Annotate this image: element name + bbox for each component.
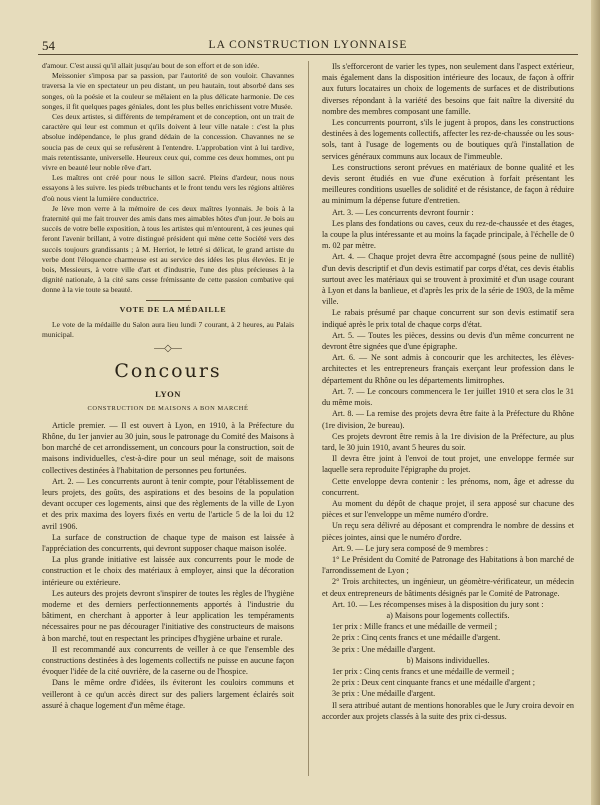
concours-place: LYON	[155, 389, 181, 400]
paragraph: d'amour. C'est aussi qu'il allait jusqu'au bout de son effort et de son idée.	[42, 61, 260, 70]
running-title: LA CONSTRUCTION LYONNAISE	[208, 39, 408, 51]
concours-heading: Concours	[114, 360, 222, 383]
prize-line: 3e prix : Une médaille d'argent.	[332, 644, 436, 654]
paragraph: Le rabais présumé par chaque concurrent sur son devis estimatif sera indiqué après le prix total de chaque corps d'état.	[322, 308, 574, 329]
paragraph: Je lève mon verre à la mémoire de ces deux maîtres lyonnais. Je bois à la fraternité qui me fait trouver des amis dans mes aimables hôtes d'un jour. Je bois au succès de votre belle exposition, à tous les artistes qui m'entourent, à ces jeunes qui feront l'avenir brillant, à votre distingué président qui mène cette Société vers des succès toujours grandissants ; à M. Herriot, le lettré si délicat, le grand artiste du verbe dont l'éloquence charmeuse est au service des idées les plus élevées. Et je bois, Messieurs, à votre ville d'art et d'industrie, l'une des plus précieuses à la dignité nationale, à la cité sans cesse frémissante de cette passion combative qui donne à la vie toute sa beauté.	[42, 203, 294, 295]
paragraph: Il devra être joint à l'envoi de tout projet, une enveloppe fermée sur laquelle sera reproduite l'épigraphe du projet.	[322, 454, 574, 475]
paragraph: Les concurrents pourront, s'ils le jugent à propos, dans les constructions destinées à des logements collectifs, affecter les rez-de-chaussée ou les sous-sols, tant à l'usage de logements ou de boutiques qu'à l'installation de services généraux communs aux locaux de l'immeuble.	[322, 118, 574, 161]
page-number: 54	[42, 38, 55, 53]
prize-line: 3e prix : Une médaille d'argent.	[332, 689, 436, 699]
paragraph: 1° Le Président du Comité de Patronage des Habitations à bon marché de l'arrondissement de Lyon ;	[322, 554, 574, 576]
paragraph: Les plans des fondations ou caves, ceux du rez-de-chaussée et des étages, la coupe la plus intéressante et au moins la façade principale, à l'échelle de 0 m. 02 par mètre.	[322, 218, 574, 251]
article-paragraph: Dans le même ordre d'idées, ils éviteront les couloirs communs et veilleront à ce qu'un accès direct sur des paliers largement éclairés soit assuré à chaque logement d'un même étage.	[42, 678, 294, 710]
article-paragraph: Article premier. — Il est ouvert à Lyon, en 1910, à la Préfecture du Rhône, du 1er janvier au 30 juin, sous le patronage du Comité des Maisons à bon marché de cet arrondissement, un concours pour la construction, soit de maisons individuelles, c'est-à-dire pour un seul ménage, soit de maisons collectives destinées à l'habitation de personnes peu fortunées.	[42, 420, 294, 475]
paragraph: Ces deux artistes, si différents de tempérament et de conception, ont un trait de caractère qui leur est commun et qu'ils doivent à leur ville natale : c'est la plus absolue indépendance, le plus grand dédain de la concession. Chavannes ne se soucia pas de ceux qui se refusèrent à l'entendre. L'approbation vint à lui tardive, mais retentissante, universelle. Heureux ceux qui, comme ces deux hommes, ont pu vivre en beauté leur noble rêve d'art.	[42, 112, 294, 173]
paragraph: Art. 9. — Le jury sera composé de 9 membres :	[332, 543, 488, 553]
binding-gutter	[591, 0, 600, 805]
paragraph: Art. 4. — Chaque projet devra être accompagné (sous peine de nullité) d'un devis descriptif et d'un devis estimatif par corps d'état, ces devis établis surtout avec les matériaux qui se trouvent à proximité et d'un usage courant à Lyon et dans la banlieue, et d'après les prix de la série de 1903, de la même ville.	[322, 252, 574, 307]
column-divider	[308, 61, 309, 776]
prize-line: 1er prix : Cinq cents francs et une médaille de vermeil ;	[332, 666, 515, 676]
page-header	[38, 38, 578, 55]
article-paragraph: Les auteurs des projets devront s'inspirer de toutes les règles de l'hygiène moderne et des derniers perfectionnements apportés à l'industrie du bâtiment, en cherchant à apporter à leur application les tempéraments nécessaires pour ne pas décourager l'initiative des constructeurs de maisons à bon marché, tout en respectant les principes d'hygiène urbaine et rurale.	[42, 588, 294, 643]
article-paragraph: Il est recommandé aux concurrents de veiller à ce que l'ensemble des constructions destinées à des logements collectifs ne puisse en aucune façon évoquer l'idée de la cité ouvrière, de la caserne ou de l'hospice.	[42, 644, 294, 677]
paragraph: Ils s'efforceront de varier les types, non seulement dans l'aspect extérieur, mais également dans la disposition intérieure des locaux, de façon à offrir aux futurs locataires un choix de logements de surfaces et de distributions diverses répondant à la variété des besoins que fait naître la diversité du nombre des membres composant une famille.	[322, 62, 574, 116]
paragraph: Art. 8. — La remise des projets devra être faite à la Préfecture du Rhône (1re division, 2e bureau).	[322, 409, 574, 430]
prizes-individual-heading: b) Maisons individuelles.	[406, 655, 490, 665]
paragraph: Cette enveloppe devra contenir : les prénoms, nom, âge et adresse du concurrent.	[322, 476, 574, 497]
paragraph: Ces projets devront être remis à la 1re division de la Préfecture, au plus tard, le 30 juin 1910, avant 5 heures du soir.	[322, 431, 574, 452]
prize-line: 2e prix : Deux cent cinquante francs et une médaille d'argent ;	[332, 678, 535, 688]
paragraph: Les maîtres ont créé pour nous le sillon sacré. Pleins d'ardeur, nous nous essayons à les suivre. les pieds trébuchants et le front tendu vers les régions altières d'où nous vient la lumière conductrice.	[42, 173, 294, 203]
article-paragraph: La surface de construction de chaque type de maison est laissée à l'appréciation des concurrents, qui devront supposer chaque maison isolée.	[42, 532, 294, 553]
paragraph: Un reçu sera délivré au déposant et comprendra le nombre de dessins et pièces jointes, ainsi que le numéro d'ordre.	[322, 521, 574, 542]
separator-rule	[146, 300, 191, 301]
paragraph: 2° Trois architectes, un ingénieur, un géomètre-vérificateur, un médecin et deux entrepreneurs de bâtiments désignés par le Comité de Patronage.	[322, 577, 574, 598]
paragraph: Art. 6. — Ne sont admis à concourir que les architectes, les élèves-architectes et les entrepreneurs français exerçant leur profession dans le département du Rhône ou les départements limitrophes.	[322, 353, 574, 385]
prizes-collective-heading: a) Maisons pour logements collectifs.	[386, 610, 510, 620]
paragraph: Les constructions seront prévues en matériaux de bonne qualité et les devis seront étudiés en vue d'une exécution à forfait présentant les meilleures conditions usuelles de solidité et de résistance, de façon à réduire au minimum la dépense future d'entretien.	[322, 162, 574, 206]
vote-text: Le vote de la médaille du Salon aura lieu lundi 7 courant, à 2 heures, au Palais municipal.	[42, 319, 294, 340]
paragraph: Art. 10. — Les récompenses mises à la disposition du jury sont :	[332, 599, 544, 609]
paragraph: Art. 5. — Toutes les pièces, dessins ou devis d'un même concurrent ne devront être signées que d'une épigraphe.	[322, 330, 574, 352]
article-paragraph: La plus grande initiative est laissée aux concurrents pour le mode de construction et le choix des matériaux à employer, ainsi que la décoration intérieure ou extérieure.	[42, 555, 294, 587]
article-paragraph: Art. 2. — Les concurrents auront à tenir compte, pour l'établissement de leurs projets, des goûts, des aspirations et des besoins de la population devant occuper ces logements, ainsi que des règlements de la ville de Lyon et des prix maxima des loyers fixés en vertu de l'article 5 de la loi du 12 avril 1906.	[42, 476, 294, 531]
paragraph: Art. 3. — Les concurrents devront fournir :	[332, 207, 474, 217]
ornament-divider: —◇—	[154, 343, 182, 355]
closing-paragraph: Il sera attribué autant de mentions honorables que le Jury croira devoir en accorder aux projets classés à la suite des prix ci-dessus.	[322, 700, 574, 721]
paragraph: Au moment du dépôt de chaque projet, il sera apposé sur chacune des pièces et sur l'enveloppe un même numéro d'ordre.	[322, 498, 574, 520]
prize-line: 2e prix : Cinq cents francs et une médaille d'argent.	[332, 633, 501, 643]
vote-heading: VOTE DE LA MÉDAILLE	[119, 304, 227, 314]
paragraph: Art. 7. — Le concours commencera le 1er juillet 1910 et sera clos le 31 du même mois.	[322, 386, 574, 408]
right-column	[322, 61, 574, 781]
concours-subtitle: CONSTRUCTION DE MAISONS A BON MARCHÉ	[87, 405, 249, 413]
paragraph: Meissonier s'imposa par sa passion, par l'autorité de son vouloir. Chavannes traversa la vie en spectateur un peu distant, un peu hautain, tout absorbé dans ses songes, où la poésie et la couleur se mêlaient en la plus délicate harmonie. De ces songes, il fit quelques pages géniales, dont les plus belles enrichissent votre Musée.	[42, 71, 294, 111]
left-column	[42, 61, 294, 781]
prize-line: 1er prix : Mille francs et une médaille de vermeil ;	[332, 622, 498, 632]
